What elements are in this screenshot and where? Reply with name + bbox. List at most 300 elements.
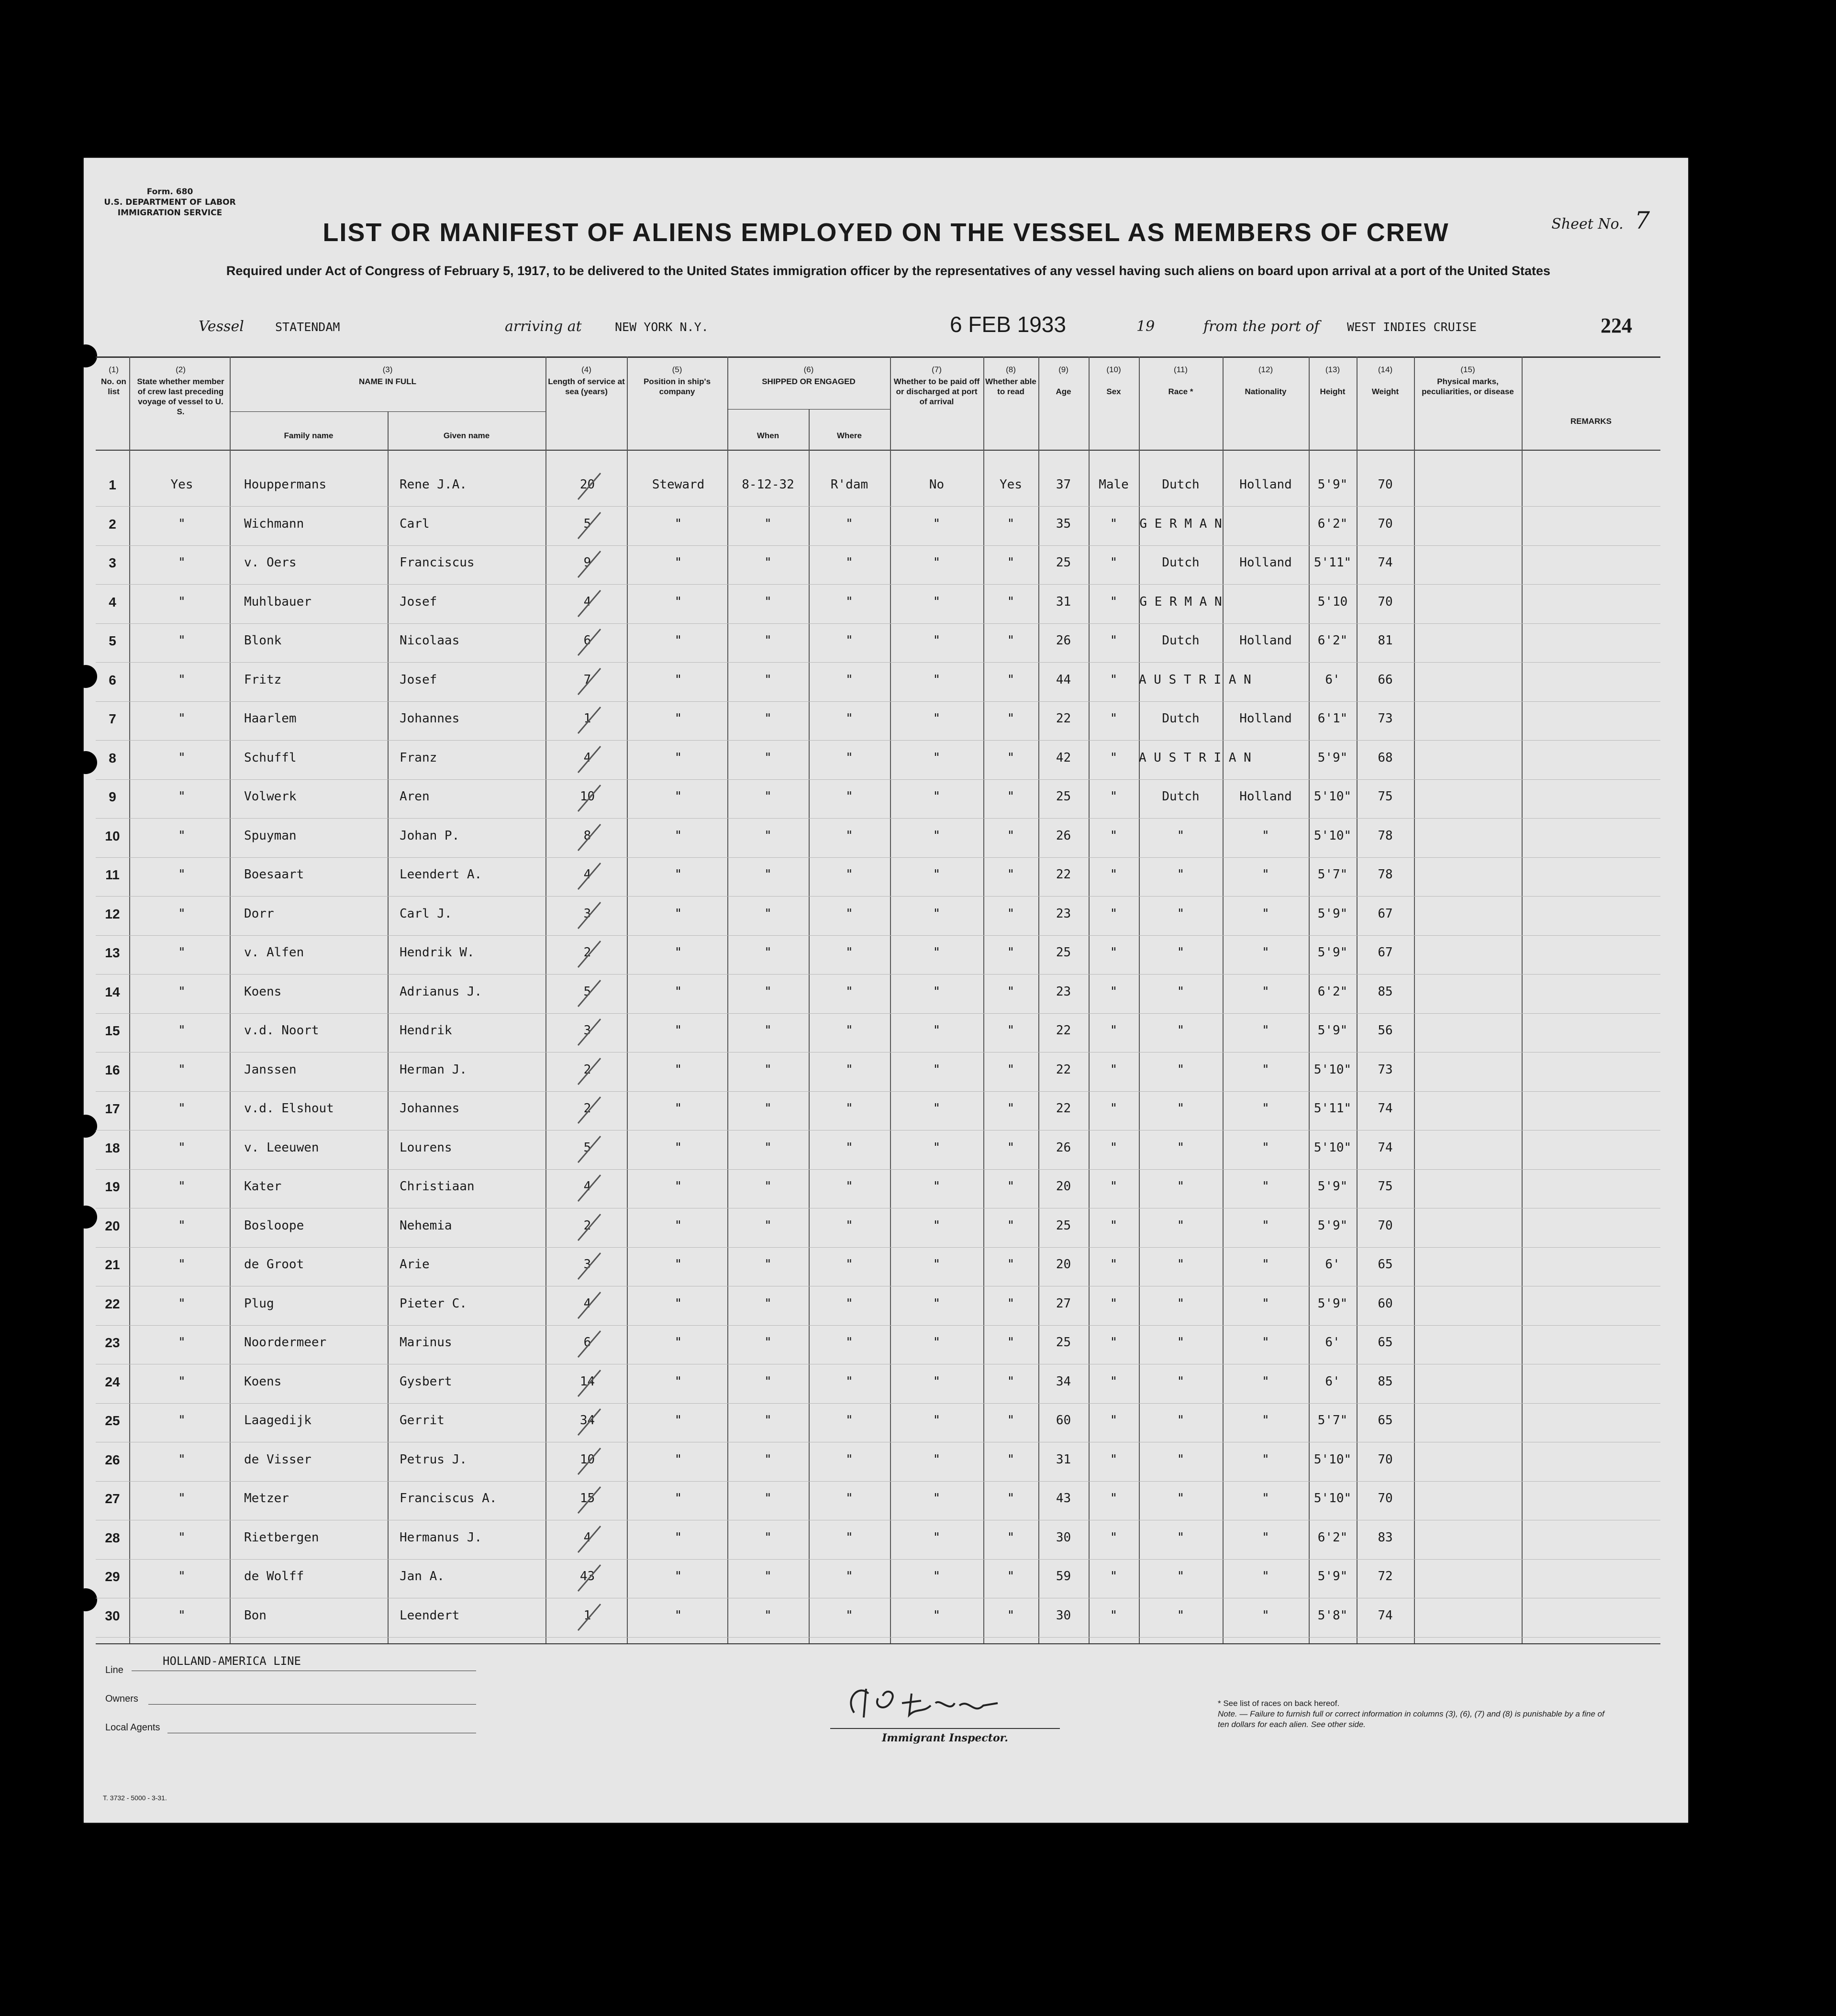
- row-number: 3: [109, 555, 116, 570]
- row-number: 1: [109, 477, 116, 492]
- check-mark-icon: [574, 627, 603, 660]
- height-cell: 5'11": [1313, 1101, 1352, 1116]
- height-cell: 6': [1325, 672, 1340, 687]
- able-to-read-cell: ": [1007, 1530, 1015, 1545]
- age-cell: 31: [1056, 1452, 1071, 1467]
- sex-cell: ": [1110, 672, 1118, 687]
- given-name-cell: Franz: [400, 750, 437, 765]
- check-mark-icon: [574, 1407, 603, 1440]
- age-cell: 22: [1056, 1023, 1071, 1038]
- shipped-where-cell: ": [846, 1413, 853, 1428]
- paid-off-cell: ": [933, 750, 941, 765]
- nationality-cell: ": [1262, 1413, 1269, 1428]
- able-to-read-cell: ": [1007, 1374, 1015, 1389]
- service-years-cell: 2: [583, 945, 591, 960]
- service-years-cell: 3: [583, 1023, 591, 1038]
- height-cell: 5'9": [1317, 906, 1348, 921]
- paid-off-cell: ": [933, 1569, 941, 1584]
- paid-off-cell: ": [933, 1452, 941, 1467]
- row-number: 18: [105, 1140, 120, 1155]
- weight-cell: 70: [1378, 1218, 1393, 1233]
- nationality-cell: ": [1262, 1491, 1269, 1506]
- race-cell: A U S T R I A N: [1139, 750, 1251, 765]
- given-name-cell: Franciscus: [400, 555, 475, 570]
- voyage-line: [199, 312, 1640, 342]
- table-row: [96, 1522, 1660, 1560]
- age-cell: 43: [1056, 1491, 1071, 1506]
- height-cell: 5'9": [1317, 477, 1348, 492]
- nationality-cell: ": [1262, 1257, 1269, 1272]
- shipped-when-cell: ": [764, 867, 772, 882]
- row-number: 26: [105, 1452, 120, 1467]
- row-number: 25: [105, 1413, 120, 1428]
- prior-voyage-cell: ": [178, 555, 186, 570]
- race-cell: ": [1177, 867, 1185, 882]
- inspector-signature: [840, 1679, 1055, 1727]
- paid-off-cell: ": [933, 945, 941, 960]
- able-to-read-cell: ": [1007, 945, 1015, 960]
- age-cell: 59: [1056, 1569, 1071, 1584]
- paid-off-cell: ": [933, 1179, 941, 1194]
- service-years-cell: 20: [579, 477, 595, 492]
- shipped-where-cell: ": [846, 828, 853, 843]
- able-to-read-cell: ": [1007, 594, 1015, 609]
- prior-voyage-cell: ": [178, 1569, 186, 1584]
- service-years-cell: 4: [583, 1530, 591, 1545]
- family-name-cell: Koens: [244, 984, 282, 999]
- position-cell: ": [674, 633, 682, 648]
- owners-rule: [148, 1704, 476, 1705]
- sex-cell: ": [1110, 789, 1118, 804]
- sex-cell: ": [1110, 867, 1118, 882]
- shipped-where-cell: ": [846, 555, 853, 570]
- table-row: [96, 1132, 1660, 1170]
- prior-voyage-cell: ": [178, 1335, 186, 1350]
- prior-voyage-cell: ": [178, 1062, 186, 1077]
- check-mark-icon: [574, 1290, 603, 1323]
- sex-cell: ": [1110, 1218, 1118, 1233]
- age-cell: 25: [1056, 1218, 1071, 1233]
- given-name-cell: Arie: [400, 1257, 430, 1272]
- weight-cell: 83: [1378, 1530, 1393, 1545]
- prior-voyage-cell: Yes: [170, 477, 193, 492]
- check-mark-icon: [574, 1017, 603, 1050]
- position-cell: ": [674, 906, 682, 921]
- shipped-when-cell: ": [764, 750, 772, 765]
- table-row: [96, 508, 1660, 546]
- shipped-when-cell: ": [764, 1140, 772, 1155]
- binder-hole: [74, 344, 97, 367]
- shipped-where-cell: ": [846, 984, 853, 999]
- check-mark-icon: [574, 705, 603, 738]
- sheet-total-number: 224: [1601, 314, 1632, 337]
- shipped-when-cell: ": [764, 1062, 772, 1077]
- row-number: 21: [105, 1257, 120, 1272]
- check-mark-icon: [574, 1134, 603, 1167]
- sex-cell: ": [1110, 1101, 1118, 1116]
- shipped-when-cell: ": [764, 555, 772, 570]
- nationality-cell: ": [1262, 1530, 1269, 1545]
- nationality-cell: ": [1262, 906, 1269, 921]
- vessel-name: STATENDAM: [275, 320, 340, 334]
- height-cell: 5'10": [1313, 1062, 1352, 1077]
- column-header-where: Where: [837, 431, 862, 440]
- family-name-cell: Bon: [244, 1608, 267, 1623]
- shipped-where-cell: ": [846, 1491, 853, 1506]
- prior-voyage-cell: ": [178, 1452, 186, 1467]
- height-cell: 5'9": [1317, 1296, 1348, 1311]
- column-header-given-name: Given name: [443, 431, 490, 440]
- weight-cell: 78: [1378, 828, 1393, 843]
- race-cell: ": [1177, 1608, 1185, 1623]
- paid-off-cell: ": [933, 1257, 941, 1272]
- shipped-where-cell: ": [846, 1569, 853, 1584]
- position-cell: ": [674, 984, 682, 999]
- check-mark-icon: [574, 744, 603, 777]
- given-name-cell: Hermanus J.: [400, 1530, 482, 1545]
- sex-cell: ": [1110, 984, 1118, 999]
- owners-label: Owners: [105, 1694, 138, 1704]
- able-to-read-cell: ": [1007, 1608, 1015, 1623]
- given-name-cell: Herman J.: [400, 1062, 467, 1077]
- row-number: 14: [105, 984, 120, 999]
- column-header-name: (3) NAME IN FULL: [359, 365, 416, 386]
- position-cell: ": [674, 1335, 682, 1350]
- position-cell: ": [674, 1413, 682, 1428]
- race-cell: ": [1177, 1335, 1185, 1350]
- paid-off-cell: ": [933, 1530, 941, 1545]
- height-cell: 5'9": [1317, 1569, 1348, 1584]
- prior-voyage-cell: ": [178, 1491, 186, 1506]
- shipped-when-cell: ": [764, 789, 772, 804]
- able-to-read-cell: ": [1007, 828, 1015, 843]
- weight-cell: 67: [1378, 906, 1393, 921]
- races-note: * See list of races on back hereof.: [1218, 1699, 1340, 1708]
- age-cell: 35: [1056, 516, 1071, 531]
- arrival-port: NEW YORK N.Y.: [615, 320, 709, 334]
- nationality-cell: Holland: [1239, 477, 1292, 492]
- height-cell: 5'9": [1317, 1179, 1348, 1194]
- race-cell: ": [1177, 1218, 1185, 1233]
- local-agents-label: Local Agents: [105, 1722, 160, 1733]
- sex-cell: ": [1110, 594, 1118, 609]
- prior-voyage-cell: ": [178, 1179, 186, 1194]
- able-to-read-cell: ": [1007, 1140, 1015, 1155]
- service-years-cell: 6: [583, 633, 591, 648]
- table-row: [96, 1405, 1660, 1442]
- service-years-cell: 4: [583, 1179, 591, 1194]
- weight-cell: 75: [1378, 789, 1393, 804]
- paid-off-cell: No: [929, 477, 945, 492]
- family-name-cell: Blonk: [244, 633, 282, 648]
- sex-cell: Male: [1099, 477, 1129, 492]
- sex-cell: ": [1110, 1452, 1118, 1467]
- row-number: 5: [109, 633, 116, 648]
- table-row: [96, 625, 1660, 663]
- check-mark-icon: [574, 822, 603, 855]
- able-to-read-cell: ": [1007, 1491, 1015, 1506]
- shipped-where-cell: ": [846, 672, 853, 687]
- given-name-cell: Lourens: [400, 1140, 452, 1155]
- family-name-cell: Rietbergen: [244, 1530, 319, 1545]
- race-cell: G E R M A N: [1139, 594, 1222, 609]
- family-name-cell: v.d. Noort: [244, 1023, 319, 1038]
- from-port-label: from the port of: [1203, 318, 1320, 335]
- family-name-cell: Houppermans: [244, 477, 327, 492]
- race-cell: Dutch: [1162, 711, 1200, 726]
- shipped-where-cell: ": [846, 1257, 853, 1272]
- paid-off-cell: ": [933, 711, 941, 726]
- height-cell: 5'10": [1313, 1452, 1352, 1467]
- print-code: T. 3732 - 5000 - 3-31.: [103, 1794, 167, 1802]
- able-to-read-cell: ": [1007, 906, 1015, 921]
- height-cell: 5'7": [1317, 1413, 1348, 1428]
- row-number: 10: [105, 828, 120, 843]
- row-number: 12: [105, 906, 120, 921]
- position-cell: ": [674, 1608, 682, 1623]
- binder-hole: [74, 665, 97, 688]
- prior-voyage-cell: ": [178, 672, 186, 687]
- shipped-where-cell: ": [846, 633, 853, 648]
- service-years-cell: 9: [583, 555, 591, 570]
- weight-cell: 75: [1378, 1179, 1393, 1194]
- shipped-where-cell: ": [846, 1140, 853, 1155]
- prior-voyage-cell: ": [178, 1218, 186, 1233]
- able-to-read-cell: ": [1007, 750, 1015, 765]
- check-mark-icon: [574, 1446, 603, 1479]
- sex-cell: ": [1110, 1413, 1118, 1428]
- able-to-read-cell: ": [1007, 711, 1015, 726]
- row-number: 30: [105, 1608, 120, 1623]
- prior-voyage-cell: ": [178, 1257, 186, 1272]
- weight-cell: 70: [1378, 477, 1393, 492]
- service-years-cell: 14: [579, 1374, 595, 1389]
- shipped-where-cell: ": [846, 1179, 853, 1194]
- table-top-rule: [96, 356, 1660, 358]
- position-cell: ": [674, 516, 682, 531]
- family-name-cell: Fritz: [244, 672, 282, 687]
- family-name-cell: Dorr: [244, 906, 274, 921]
- table-row: [96, 820, 1660, 858]
- column-header-age: (9) Age: [1056, 365, 1071, 396]
- service-years-cell: 2: [583, 1101, 591, 1116]
- able-to-read-cell: ": [1007, 1296, 1015, 1311]
- prior-voyage-cell: ": [178, 594, 186, 609]
- form-notes: [1218, 1698, 1610, 1730]
- table-row: [96, 1366, 1660, 1404]
- sex-cell: ": [1110, 555, 1118, 570]
- shipped-where-cell: ": [846, 516, 853, 531]
- check-mark-icon: [574, 978, 603, 1011]
- race-cell: Dutch: [1162, 555, 1200, 570]
- table-row: [96, 781, 1660, 819]
- family-name-cell: Koens: [244, 1374, 282, 1389]
- service-years-cell: 2: [583, 1062, 591, 1077]
- given-name-cell: Jan A.: [400, 1569, 445, 1584]
- given-name-cell: Hendrik: [400, 1023, 452, 1038]
- able-to-read-cell: ": [1007, 1023, 1015, 1038]
- paid-off-cell: ": [933, 516, 941, 531]
- shipped-when-cell: ": [764, 906, 772, 921]
- age-cell: 31: [1056, 594, 1071, 609]
- race-cell: ": [1177, 1140, 1185, 1155]
- age-cell: 26: [1056, 828, 1071, 843]
- service-years-cell: 6: [583, 1335, 591, 1350]
- nationality-cell: ": [1262, 1569, 1269, 1584]
- family-name-cell: Volwerk: [244, 789, 297, 804]
- column-header-crew: (2) State whether member of crew last preceding voyage of vessel to U. S.: [137, 365, 224, 416]
- weight-cell: 60: [1378, 1296, 1393, 1311]
- column-header-position: (5) Position in ship's company: [643, 365, 711, 396]
- height-cell: 6'2": [1317, 984, 1348, 999]
- able-to-read-cell: ": [1007, 1569, 1015, 1584]
- column-header-sex: (10) Sex: [1106, 365, 1121, 396]
- table-row: [96, 469, 1660, 507]
- row-number: 4: [109, 594, 116, 609]
- age-cell: 25: [1056, 555, 1071, 570]
- age-cell: 27: [1056, 1296, 1071, 1311]
- shipped-where-cell: ": [846, 1062, 853, 1077]
- table-row: [96, 937, 1660, 975]
- sheet-number-label: Sheet No.: [1551, 216, 1624, 233]
- race-cell: ": [1177, 1569, 1185, 1584]
- age-cell: 23: [1056, 984, 1071, 999]
- paid-off-cell: ": [933, 1491, 941, 1506]
- column-header-nationality: (12) Nationality: [1245, 365, 1287, 396]
- position-cell: ": [674, 711, 682, 726]
- race-cell: Dutch: [1162, 477, 1200, 492]
- shipped-when-cell: ": [764, 1608, 772, 1623]
- age-cell: 22: [1056, 711, 1071, 726]
- sex-cell: ": [1110, 1569, 1118, 1584]
- weight-cell: 81: [1378, 633, 1393, 648]
- line-label: Line: [105, 1665, 123, 1675]
- shipped-where-cell: ": [846, 1452, 853, 1467]
- given-name-cell: Pieter C.: [400, 1296, 467, 1311]
- weight-cell: 73: [1378, 711, 1393, 726]
- family-name-cell: Laagedijk: [244, 1413, 312, 1428]
- row-number: 24: [105, 1374, 120, 1389]
- table-row: [96, 1054, 1660, 1092]
- given-name-cell: Adrianus J.: [400, 984, 482, 999]
- form-identification: [98, 187, 242, 218]
- table-row: [96, 1483, 1660, 1520]
- age-cell: 20: [1056, 1257, 1071, 1272]
- given-name-cell: Josef: [400, 594, 437, 609]
- service-years-cell: 43: [579, 1569, 595, 1584]
- shipped-where-cell: ": [846, 1374, 853, 1389]
- table-bottom-rule: [96, 1643, 1660, 1644]
- given-name-cell: Josef: [400, 672, 437, 687]
- sex-cell: ": [1110, 1491, 1118, 1506]
- sex-cell: ": [1110, 711, 1118, 726]
- column-header-when: When: [757, 431, 779, 440]
- age-cell: 60: [1056, 1413, 1071, 1428]
- height-cell: 5'9": [1317, 945, 1348, 960]
- shipped-when-cell: ": [764, 1218, 772, 1233]
- shipped-where-cell: R'dam: [830, 477, 868, 492]
- service-years-cell: 3: [583, 1257, 591, 1272]
- weight-cell: 68: [1378, 750, 1393, 765]
- check-mark-icon: [574, 1368, 603, 1401]
- nationality-cell: Holland: [1239, 555, 1292, 570]
- paid-off-cell: ": [933, 1608, 941, 1623]
- able-to-read-cell: ": [1007, 1452, 1015, 1467]
- weight-cell: 85: [1378, 1374, 1393, 1389]
- position-cell: ": [674, 1179, 682, 1194]
- row-number: 13: [105, 945, 120, 960]
- able-to-read-cell: ": [1007, 1218, 1015, 1233]
- age-cell: 22: [1056, 1062, 1071, 1077]
- paid-off-cell: ": [933, 1062, 941, 1077]
- row-number: 9: [109, 789, 116, 804]
- sex-cell: ": [1110, 1257, 1118, 1272]
- shipped-when-cell: ": [764, 516, 772, 531]
- paid-off-cell: ": [933, 1374, 941, 1389]
- row-number: 11: [105, 867, 120, 882]
- shipped-where-cell: ": [846, 789, 853, 804]
- able-to-read-cell: ": [1007, 555, 1015, 570]
- given-name-cell: Hendrik W.: [400, 945, 475, 960]
- race-cell: ": [1177, 1062, 1185, 1077]
- name-header-rule: [230, 411, 545, 412]
- column-header-height: (13) Height: [1320, 365, 1346, 396]
- height-cell: 5'10": [1313, 1140, 1352, 1155]
- row-number: 17: [105, 1101, 120, 1116]
- position-cell: ": [674, 1491, 682, 1506]
- prior-voyage-cell: ": [178, 1374, 186, 1389]
- position-cell: ": [674, 672, 682, 687]
- shipped-where-cell: ": [846, 1335, 853, 1350]
- able-to-read-cell: ": [1007, 1062, 1015, 1077]
- sex-cell: ": [1110, 1023, 1118, 1038]
- service-name: IMMIGRATION SERVICE: [117, 208, 223, 218]
- sex-cell: ": [1110, 945, 1118, 960]
- vessel-label: Vessel: [199, 318, 244, 335]
- nationality-cell: ": [1262, 1140, 1269, 1155]
- sex-cell: ": [1110, 1179, 1118, 1194]
- shipped-when-cell: ": [764, 1101, 772, 1116]
- binder-hole: [74, 1206, 97, 1229]
- family-name-cell: v. Alfen: [244, 945, 304, 960]
- table-row: [96, 1171, 1660, 1208]
- table-row: [96, 703, 1660, 741]
- paid-off-cell: ": [933, 594, 941, 609]
- position-cell: ": [674, 789, 682, 804]
- table-row: [96, 1093, 1660, 1130]
- shipped-where-cell: ": [846, 1218, 853, 1233]
- race-cell: ": [1177, 1101, 1185, 1116]
- penalty-note: Note. — Failure to furnish full or correct information in columns (3), (6), (7) and (8) is punishable by a fine of ten dollars for each alien. See other side.: [1218, 1709, 1604, 1729]
- family-name-cell: v.d. Elshout: [244, 1101, 334, 1116]
- family-name-cell: v. Oers: [244, 555, 297, 570]
- race-cell: ": [1177, 1023, 1185, 1038]
- position-cell: ": [674, 867, 682, 882]
- position-cell: ": [674, 828, 682, 843]
- position-cell: ": [674, 1452, 682, 1467]
- given-name-cell: Gysbert: [400, 1374, 452, 1389]
- sex-cell: ": [1110, 1335, 1118, 1350]
- position-cell: ": [674, 1101, 682, 1116]
- row-number: 27: [105, 1491, 120, 1506]
- paid-off-cell: ": [933, 1023, 941, 1038]
- weight-cell: 70: [1378, 1491, 1393, 1506]
- weight-cell: 70: [1378, 1452, 1393, 1467]
- prior-voyage-cell: ": [178, 1140, 186, 1155]
- able-to-read-cell: ": [1007, 633, 1015, 648]
- prior-voyage-cell: ": [178, 828, 186, 843]
- height-cell: 6'2": [1317, 1530, 1348, 1545]
